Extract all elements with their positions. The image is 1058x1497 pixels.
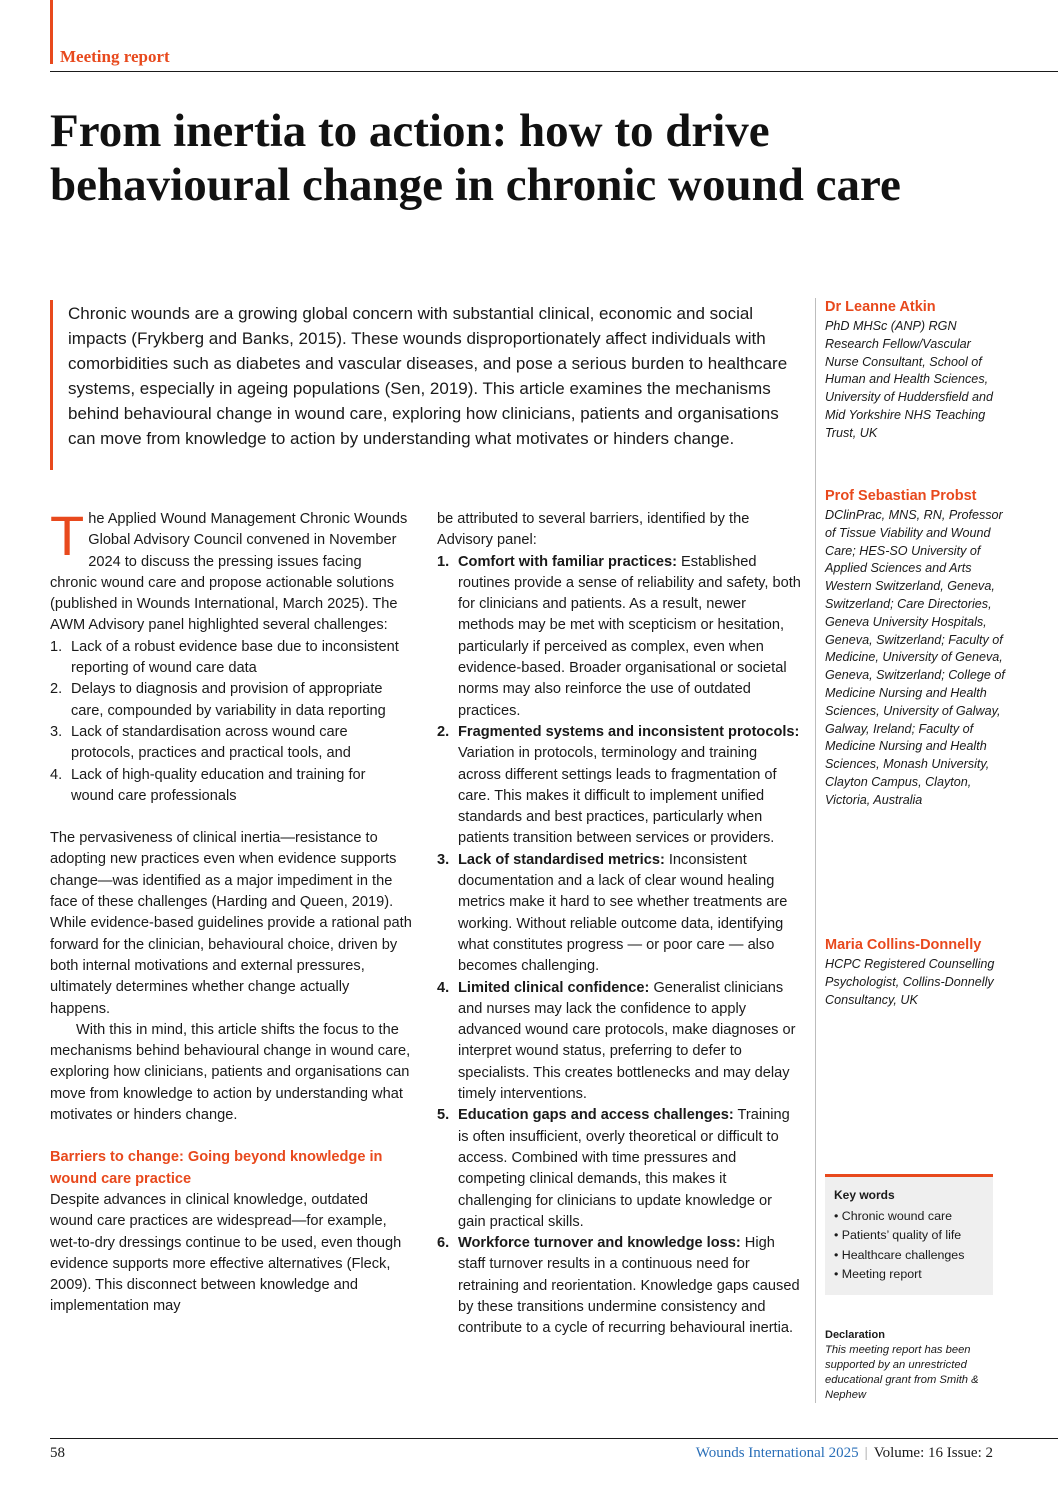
article-title: From inertia to action: how to drive behavioural change in chronic wound care	[50, 105, 901, 211]
inertia-paragraph: The pervasiveness of clinical inertia—resistance to adopting new practices even when evidence supports change—was identified as a major impediment in the face of these challenges (Harding and Queen, 2019). While evidence-based guidelines provide a rational path forward for the clinician, behavioural choice, driven by both internal motivations and external pressures, ultimately determines whether change actually happens.	[50, 830, 412, 1017]
list-item	[437, 552, 801, 722]
keyword-item: • Healthcare challenges	[834, 1247, 965, 1262]
volume-issue: Volume: 16 Issue: 2	[873, 1445, 993, 1461]
keyword-text: Chronic wound care	[841, 1209, 952, 1223]
list-text: Variation in protocols, terminology and training across different settings leads to fragmentation of care. This makes it difficult to implement unified standards and best practices, particularly when patients transition between services or providers.	[458, 745, 777, 847]
section-label: Meeting report	[60, 47, 170, 66]
list-number: 6.	[437, 1235, 450, 1252]
keywords-title: Key words	[834, 1188, 895, 1202]
list-text: Inconsistent documentation and a lack of clear wound healing metrics make it hard to see whether treatments are working. Without reliable outcome data, identifying what constitutes progress — or poor care — also becomes challenging.	[458, 851, 788, 975]
list-number: 5.	[437, 1107, 450, 1124]
list-text: Delays to diagnosis and provision of appropriate care, compounded by variability in data reporting	[71, 681, 386, 719]
barriers-paragraph: Despite advances in clinical knowledge, outdated wound care practices are widespread—for example, wet-to-dry dressings continue to be used, even though evidence supports more effective alternatives (Fleck, 2009). This disconnect between knowledge and implementation may	[50, 1191, 402, 1315]
list-item-title: Lack of standardised metrics:	[458, 851, 665, 868]
list-item	[50, 765, 412, 808]
keywords-accent-bar	[825, 1174, 993, 1177]
list-item	[437, 1233, 801, 1339]
author-credentials: HCPC Registered Counselling Psychologist, Collins-Donnelly Consultancy, UK	[825, 957, 995, 1007]
keywords-list	[834, 1207, 964, 1284]
footer-separator: |	[864, 1445, 868, 1461]
barriers-intro: be attributed to several barriers, identified by the Advisory panel:	[437, 511, 750, 549]
list-item	[50, 637, 412, 680]
list-number: 3.	[50, 723, 63, 740]
abstract: Chronic wounds are a growing global concern with substantial clinical, economic and social impacts (Frykberg and Banks, 2015). These wounds disproportionately affect individuals with comorbidities such as diabetes and vascular diseases, and pose a serious burden to healthcare systems, especially in ageing populations (Sen, 2019). This article examines the mechanisms behind behavioural change in wound care, exploring how clinicians, patients and organisations can move from knowledge to action by understanding what motivates or hinders change.	[68, 304, 788, 448]
list-item-title: Comfort with familiar practices:	[458, 553, 677, 570]
list-item	[50, 722, 412, 765]
author-block	[825, 299, 1005, 443]
author-name: Maria Collins-Donnelly	[825, 937, 982, 953]
list-number: 3.	[437, 851, 450, 868]
keyword-text: Patients’ quality of life	[841, 1228, 962, 1243]
declaration-text: This meeting report has been supported by an unrestricted educational grant from Smith & Nephew	[825, 1344, 979, 1401]
list-number: 1.	[50, 638, 63, 655]
keyword-text: Healthcare challenges	[841, 1247, 965, 1262]
list-item-title: Limited clinical confidence:	[458, 979, 650, 996]
focus-paragraph: With this in mind, this article shifts the focus to the mechanisms behind behavioural change in wound care, exploring how clinicians, patients and organisations can move from knowledge to action by understanding what motivates or hinders change.	[50, 1021, 411, 1124]
intro-text: he Applied Wound Management Chronic Wounds Global Advisory Council convened in November 2024 to discuss the pressing issues facing chronic wound care and propose actionable solutions (published in Wounds International, March 2025). The AWM Advisory panel highlighted several challenges:	[50, 511, 408, 634]
list-text: Lack of high-quality education and training for wound care professionals	[71, 766, 366, 804]
list-item-title: Fragmented systems and inconsistent protocols:	[458, 723, 800, 740]
intro-paragraph	[50, 504, 412, 637]
list-text: Training is often insufficient, overly theoretical or difficult to access. Combined with time pressures and competing clinical demands, this makes it challenging for clinicians to update knowledge or gain practical skills.	[458, 1107, 790, 1230]
page-number: 58	[50, 1445, 65, 1461]
body-column-1	[50, 504, 412, 1318]
list-item-title: Education gaps and access challenges:	[458, 1107, 734, 1124]
author-name: Prof Sebastian Probst	[825, 488, 977, 504]
header-accent-bar	[50, 0, 53, 64]
footer-citation	[696, 1445, 993, 1462]
keyword-item: • Chronic wound care	[834, 1209, 952, 1223]
author-credentials: DClinPrac, MNS, RN, Professor of Tissue Viability and Wound Care; HES-SO University of Applied Sciences and Arts Western Switzerland, Geneva, Switzerland; Care Directories, Geneva University Hospitals, Geneva, Switzerland; Faculty of Medicine, University of Geneva, Geneva, Switzerland; College of Medicine Nursing and Health Sciences, University of Galway, Galway, Ireland; Faculty of Medicine Nursing and Health Sciences, Monash University, Clayton Campus, Clayton, Victoria, Australia	[825, 508, 1005, 807]
list-number: 4.	[50, 766, 63, 783]
list-number: 2.	[50, 681, 63, 698]
list-item	[50, 679, 412, 722]
footer-rule	[50, 1438, 1058, 1439]
list-text: Generalist clinicians and nurses may lack the confidence to apply advanced wound care protocols, make diagnoses or interpret wound status, preferring to defer to specialists. This creates bottlenecks and may delay timely interventions.	[458, 979, 796, 1103]
section-subheading: Barriers to change: Going beyond knowledge in wound care practice	[50, 1149, 383, 1187]
list-number: 4.	[437, 979, 450, 996]
list-text: Lack of a robust evidence base due to inconsistent reporting of wound care data	[71, 638, 399, 677]
keyword-item: • Patients’ quality of life	[834, 1228, 962, 1243]
list-item	[437, 722, 801, 850]
journal-name: Wounds International 2025	[695, 1445, 859, 1461]
header-rule	[50, 71, 1058, 72]
author-credentials: PhD MHSc (ANP) RGN Research Fellow/Vascular Nurse Consultant, School of Human and Health Sciences, University of Huddersfield and Mid Yorkshire NHS Teaching Trust, UK	[825, 319, 993, 440]
list-number: 2.	[437, 723, 450, 740]
keyword-text: Meeting report	[841, 1266, 922, 1281]
list-item	[437, 850, 801, 978]
list-text: Lack of standardisation across wound care protocols, practices and practical tools, and	[71, 723, 351, 762]
author-block	[825, 937, 1005, 1009]
list-text: Established routines provide a sense of reliability and safety, both for clinicians and patients. As a result, newer methods may be met with scepticism or hesitation, particularly if perceived as complex, even when evidence-based. Broader organisational or societal norms may also reinforce the use of outdated practices.	[458, 553, 801, 719]
sidebar-divider	[815, 298, 816, 1403]
drop-cap: T	[50, 504, 85, 567]
challenges-list	[50, 637, 412, 807]
declaration-title: Declaration	[825, 1329, 885, 1341]
list-text: High staff turnover results in a continuous need for retraining and reorientation. Knowledge gaps caused by these transitions undermine consistency and contribute to a cycle of recurring behavioural inertia.	[458, 1235, 800, 1337]
author-name: Dr Leanne Atkin	[825, 299, 936, 315]
list-item	[437, 978, 801, 1106]
list-number: 1.	[437, 553, 450, 570]
list-item	[437, 1105, 801, 1233]
body-column-2	[437, 509, 801, 1340]
barriers-list	[437, 552, 801, 1340]
abstract-accent-bar	[50, 300, 53, 470]
author-block	[825, 488, 1005, 810]
list-item-title: Workforce turnover and knowledge loss:	[458, 1235, 741, 1252]
keyword-item: • Meeting report	[834, 1266, 922, 1281]
